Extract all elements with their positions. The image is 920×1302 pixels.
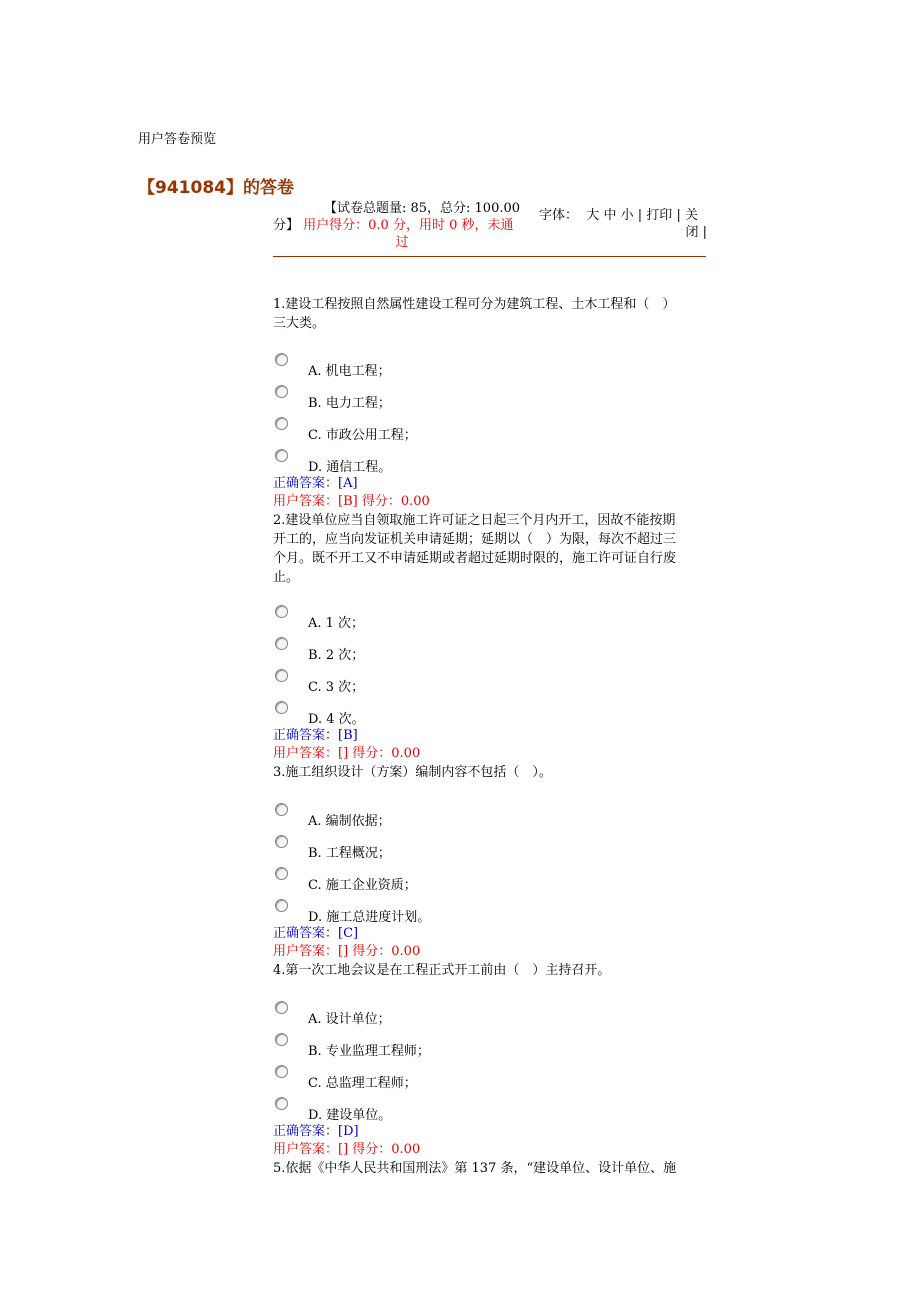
- summary-line: 【试卷总题量: 85，总分: 100.00: [323, 201, 521, 216]
- option-label: B. 专业监理工程师；: [308, 1044, 430, 1059]
- separator: |: [702, 225, 707, 240]
- option-c[interactable]: [273, 417, 706, 449]
- radio-button[interactable]: [275, 1001, 288, 1014]
- option-label: C. 市政公用工程；: [308, 428, 417, 443]
- exam-title: 【941084】的答卷: [138, 178, 294, 198]
- option-a[interactable]: [273, 353, 706, 385]
- option-label: B. 2 次；: [308, 648, 365, 663]
- radio-button[interactable]: [275, 899, 288, 912]
- radio-button[interactable]: [275, 701, 288, 714]
- option-b[interactable]: [273, 835, 706, 867]
- radio-button[interactable]: [275, 1033, 288, 1046]
- question-line: 5.依据《中华人民共和国刑法》第 137 条，“建设单位、设计单位、施: [273, 1161, 677, 1176]
- option-label: D. 施工总进度计划。: [308, 910, 431, 925]
- radio-button[interactable]: [275, 353, 288, 366]
- option-c[interactable]: [273, 867, 706, 899]
- option-a[interactable]: [273, 1001, 706, 1033]
- option-a[interactable]: [273, 803, 706, 835]
- correct-answer: 正确答案：[B]: [273, 728, 358, 743]
- font-small-link[interactable]: 小: [620, 208, 634, 223]
- question-text: [273, 1159, 706, 1178]
- page-caption: 用户答卷预览: [138, 132, 217, 147]
- user-answer: 用户答案：[] 得分：0.00: [273, 1142, 421, 1157]
- option-b[interactable]: [273, 385, 706, 417]
- option-b[interactable]: [273, 1033, 706, 1065]
- radio-button[interactable]: [275, 835, 288, 848]
- toolbar-line-1: [539, 207, 707, 224]
- question-line: 3.施工组织设计（方案）编制内容不包括（ ）。: [273, 765, 552, 780]
- print-link[interactable]: 打印: [646, 208, 673, 223]
- summary-line-2: [273, 217, 531, 234]
- user-answer: 用户答案：[] 得分：0.00: [273, 746, 421, 761]
- option-a[interactable]: [273, 605, 706, 637]
- question-2: [273, 511, 706, 761]
- correct-answer: 正确答案：[D]: [273, 1124, 359, 1139]
- user-score-text-cont: 过: [395, 235, 409, 250]
- radio-button[interactable]: [275, 1097, 288, 1110]
- radio-button[interactable]: [275, 449, 288, 462]
- question-5: [273, 1159, 706, 1178]
- font-large-link[interactable]: 大: [586, 208, 600, 223]
- question-3: [273, 763, 706, 959]
- question-line: 个月。既不开工又不申请延期或者超过延期时限的，施工许可证自行废: [273, 551, 677, 566]
- user-answer: 用户答案：[] 得分：0.00: [273, 944, 421, 959]
- summary-suffix: 分】: [273, 218, 300, 233]
- exam-summary: [273, 200, 531, 251]
- radio-button[interactable]: [275, 417, 288, 430]
- option-label: D. 通信工程。: [308, 460, 392, 475]
- radio-button[interactable]: [275, 1065, 288, 1078]
- user-answer: 用户答案：[B] 得分：0.00: [273, 494, 430, 509]
- correct-answer: 正确答案：[C]: [273, 926, 359, 941]
- option-label: C. 3 次；: [308, 680, 365, 695]
- radio-button[interactable]: [275, 605, 288, 618]
- radio-button[interactable]: [275, 867, 288, 880]
- separator: |: [676, 208, 681, 223]
- option-b[interactable]: [273, 637, 706, 669]
- radio-button[interactable]: [275, 669, 288, 682]
- option-label: C. 总监理工程师；: [308, 1076, 417, 1091]
- option-label: A. 1 次；: [308, 616, 365, 631]
- option-c[interactable]: [273, 1065, 706, 1097]
- question-1: [273, 295, 706, 509]
- question-line: 三大类。: [273, 316, 326, 331]
- question-line: 2.建设单位应当自领取施工许可证之日起三个月内开工，因故不能按期: [273, 513, 676, 528]
- radio-button[interactable]: [275, 637, 288, 650]
- font-size-label: 字体：: [539, 208, 579, 223]
- option-label: B. 电力工程；: [308, 396, 391, 411]
- close-link[interactable]: 关: [684, 208, 698, 223]
- option-label: A. 机电工程；: [308, 364, 391, 379]
- question-text: [273, 961, 706, 980]
- toolbar: [539, 207, 707, 241]
- question-line: 开工的，应当向发证机关申请延期；延期以（ ）为限，每次不超过三: [273, 532, 677, 547]
- question-text: [273, 295, 706, 333]
- question-text: [273, 511, 706, 587]
- question-4: [273, 961, 706, 1157]
- option-label: A. 编制依据；: [308, 814, 391, 829]
- font-medium-link[interactable]: 中: [603, 208, 617, 223]
- question-line: 1.建设工程按照自然属性建设工程可分为建筑工程、土木工程和（ ）: [273, 297, 676, 312]
- option-label: B. 工程概况；: [308, 846, 391, 861]
- option-label: D. 4 次。: [308, 712, 365, 727]
- option-c[interactable]: [273, 669, 706, 701]
- question-line: 止。: [273, 570, 300, 585]
- option-label: C. 施工企业资质；: [308, 878, 417, 893]
- exam-summary-header: [273, 198, 706, 257]
- question-text: [273, 763, 706, 782]
- separator: |: [637, 208, 643, 223]
- toolbar-line-2: [539, 224, 707, 241]
- option-label: A. 设计单位；: [308, 1012, 391, 1027]
- question-line: 4.第一次工地会议是在工程正式开工前由（ ）主持召开。: [273, 963, 611, 978]
- radio-button[interactable]: [275, 385, 288, 398]
- user-score-text: 用户得分：0.0 分，用时 0 秒，未通: [303, 218, 514, 233]
- close-link-cont[interactable]: 闭: [685, 225, 699, 240]
- option-label: D. 建设单位。: [308, 1108, 392, 1123]
- correct-answer: 正确答案：[A]: [273, 476, 358, 491]
- radio-button[interactable]: [275, 803, 288, 816]
